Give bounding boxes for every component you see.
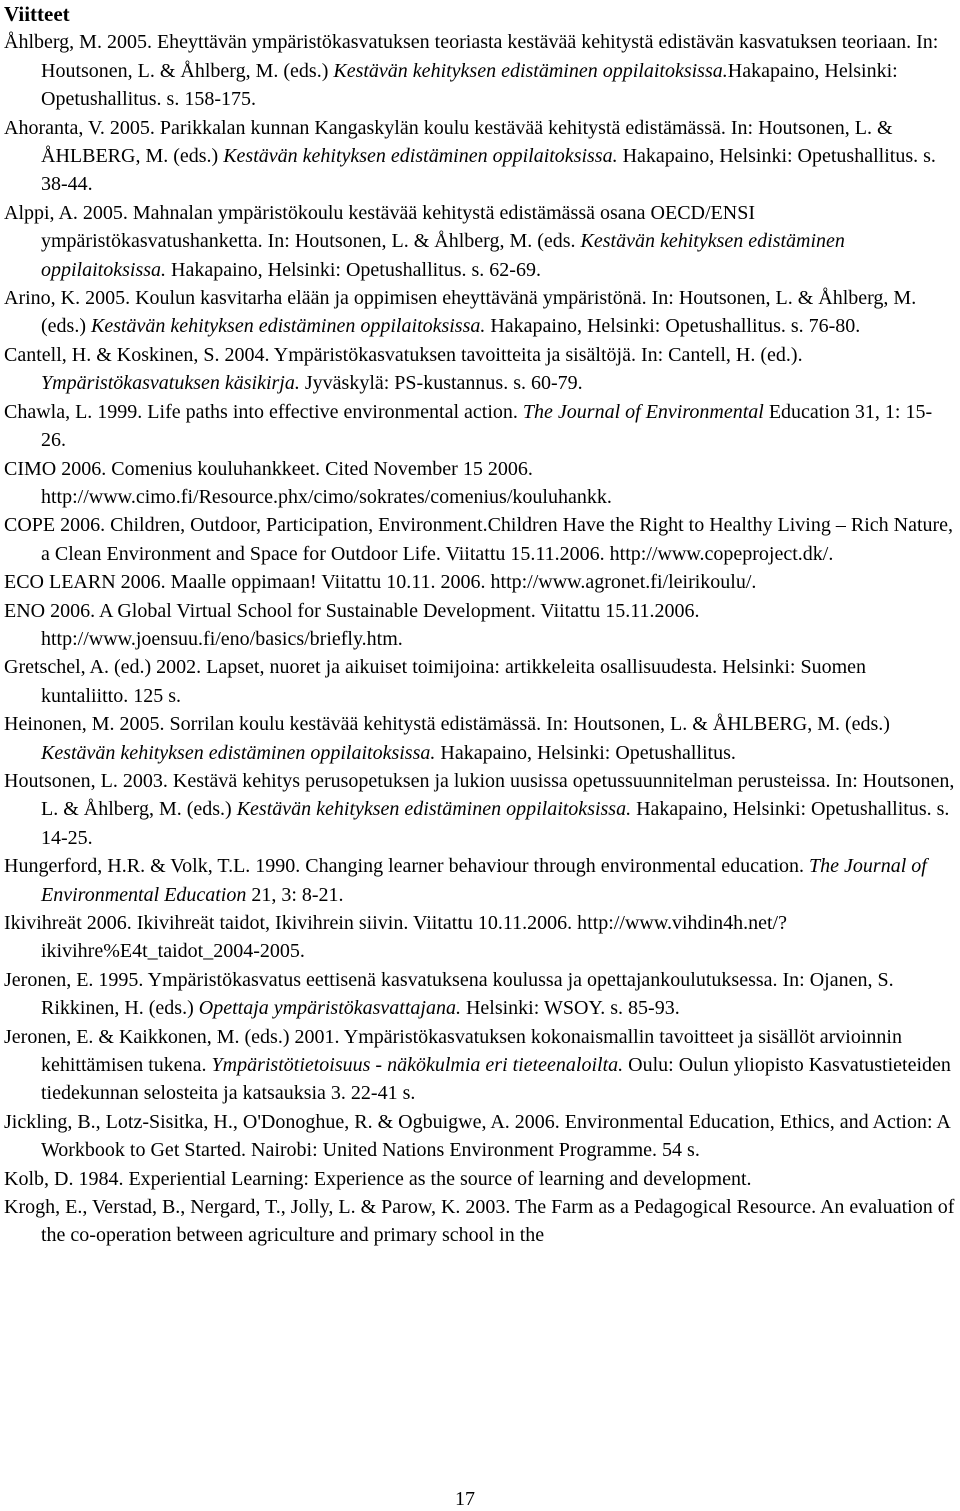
reference-title: Kestävän kehityksen edistäminen oppilaitoksissa. [223,145,618,168]
reference-text: Oulu: Oulun yliopisto Kasvatustieteiden tiedekunnan selosteita ja katsauksia 3. 22-41 s. [41,1054,951,1105]
reference-entry [4,114,956,199]
reference-text: Jeronen, E. & Kaikkonen, M. (eds.) 2001. Ympäristökasvatuksen kokonaismallin tavoitteet ja sisällöt arvioinnin kehittämisen tukena. [4,1025,902,1077]
reference-text: Heinonen, M. 2005. Sorrilan koulu kestävää kehitystä edistämässä. In: Houtsonen, L. & ÅHLBERG, M. (eds.) [4,713,890,736]
reference-title: Ympäristökasvatuksen käsikirja. [41,372,300,395]
reference-entry [4,199,956,284]
reference-title: Kestävän kehityksen edistäminen oppilaitoksissa. [236,798,632,821]
reference-text: Hakapaino, Helsinki: Opetushallitus. s. 158-175. [41,59,898,111]
reference-text: Arino, K. 2005. Koulun kasvitarha elään ja oppimisen eheyttävänä ympäristönä. In: Houtsonen, L. & Åhlberg, M. (eds.) [4,287,917,338]
reference-entry [4,1165,956,1193]
reference-text: ENO 2006. A Global Virtual School for Sustainable Development. Viitattu 15.11.2006. http://www.joensuu.fi/eno/basics/briefly.htm. [4,599,700,650]
reference-text: Hakapaino, Helsinki: Opetushallitus. s. 76-80. [485,315,861,338]
reference-entry [4,284,956,341]
reference-text: COPE 2006. Children, Outdoor, Participation, Environment.Children Have the Right to Healthy Living – Rich Nature, a Clean Environment and Space for Outdoor Life. Viitattu 15.11.2006. http://www.copeproject.dk/. [4,514,954,565]
reference-text: ECO LEARN 2006. Maalle oppimaan! Viitattu 10.11. 2006. http://www.agronet.fi/leirikoulu/. [4,571,757,594]
reference-title: Ympäristötietoisuus - näkökulmia eri tieteenaloilta. [211,1054,624,1077]
reference-text: Hakapaino, Helsinki: Opetushallitus. [435,741,736,764]
reference-entry [4,568,956,596]
reference-list [4,28,956,1249]
reference-entry [4,511,956,568]
reference-title: Kestävän kehityksen edistäminen oppilaitoksissa. [90,315,486,338]
page-number: 17 [455,1488,475,1510]
reference-entry [4,1108,956,1165]
section-heading: Viitteet [4,2,70,26]
reference-text: Hungerford, H.R. & Volk, T.L. 1990. Changing learner behaviour through environmental education. [4,855,810,878]
reference-text: Cantell, H. & Koskinen, S. 2004. Ympäristökasvatuksen tavoitteita ja sisältöjä. In: Cantell, H. (ed.). [4,343,803,366]
reference-text: Helsinki: WSOY. s. 85-93. [460,997,680,1020]
reference-text: Åhlberg, M. 2005. Eheyttävän ympäristökasvatuksen teoriasta kestävää kehitystä edistävän kasvatuksen teoriaan. In: Houtsonen, L. & Åhlberg, M. (eds.) [4,31,939,82]
reference-text: Hakapaino, Helsinki: Opetushallitus. s. 38-44. [41,145,936,196]
reference-text: 21, 3: 8-21. [246,883,344,906]
document-page [4,0,956,1250]
reference-text: Jeronen, E. 1995. Ympäristökasvatus eettisenä kasvatuksena koulussa ja opettajankoulutuksessa. In: Ojanen, S. Rikkinen, H. (eds.) [4,968,894,1020]
reference-entry [4,1193,956,1250]
reference-entry [4,653,956,710]
reference-text: Alppi, A. 2005. Mahnalan ympäristökoulu kestävää kehitystä edistämässä osana OECD/ENSI ympäristökasvatushanketta. In: Houtsonen, L. & Åhlberg, M. (eds. [4,201,755,253]
reference-text: CIMO 2006. Comenius kouluhankkeet. Cited November 15 2006. http://www.cimo.fi/Resource.phx/cimo/sokrates/comenius/kouluhankk. [4,457,612,508]
reference-text: Hakapaino, Helsinki: Opetushallitus. s. 14-25. [41,798,950,849]
reference-entry [4,28,956,113]
reference-text: Education 31, 1: 15-26. [41,400,933,452]
reference-text: Hakapaino, Helsinki: Opetushallitus. s. 62-69. [166,258,541,281]
reference-entry [4,341,956,398]
reference-entry [4,398,956,455]
reference-title: Kestävän kehityksen edistäminen oppilaitoksissa. [41,741,436,764]
reference-text: Ikivihreät 2006. Ikivihreät taidot, Ikivihrein siivin. Viitattu 10.11.2006. http://www.vihdin4h.net/?ikivihre%E4t_taidot_2004-2005. [4,912,787,963]
reference-text: Jyväskylä: PS-kustannus. s. 60-79. [299,372,583,395]
reference-title: The Journal of Environmental Education [41,855,927,906]
reference-entry [4,966,956,1023]
reference-text: Jickling, B., Lotz-Sisitka, H., O'Donoghue, R. & Ogbuigwe, A. 2006. Environmental Education, Ethics, and Action: A Workbook to Get Started. Nairobi: United Nations Environment Programme. 54 s. [4,1110,950,1162]
reference-entry [4,710,956,767]
reference-entry [4,1023,956,1108]
reference-text: Ahoranta, V. 2005. Parikkalan kunnan Kangaskylän koulu kestävää kehitystä edistämässä. In: Houtsonen, L. & ÅHLBERG, M. (eds.) [4,116,893,168]
reference-text: Gretschel, A. (ed.) 2002. Lapset, nuoret ja aikuiset toimijoina: artikkeleita osallisuudesta. Helsinki: Suomen kuntaliitto. 125 s. [4,656,867,707]
reference-title: The Journal of Environmental [522,400,764,423]
reference-entry [4,597,956,654]
reference-title: Kestävän kehityksen edistäminen oppilaitoksissa. [41,230,845,281]
reference-entry [4,455,956,512]
reference-entry [4,909,956,966]
reference-text: Chawla, L. 1999. Life paths into effective environmental action. [4,400,523,423]
reference-text: Kolb, D. 1984. Experiential Learning: Experience as the source of learning and development. [4,1167,752,1190]
reference-entry [4,767,956,852]
reference-text: Krogh, E., Verstad, B., Nergard, T., Jolly, L. & Parow, K. 2003. The Farm as a Pedagogical Resource. An evaluation of the co-operation between agriculture and primary school in the [4,1196,955,1247]
reference-text: Houtsonen, L. 2003. Kestävä kehitys perusopetuksen ja lukion uusissa opetussuunnitelman perusteissa. In: Houtsonen, L. & Åhlberg, M. (eds.) [4,769,955,821]
reference-title: Kestävän kehityksen edistäminen oppilaitoksissa. [333,59,728,82]
reference-title: Opettaja ympäristökasvattajana. [198,997,461,1020]
reference-entry [4,852,956,909]
